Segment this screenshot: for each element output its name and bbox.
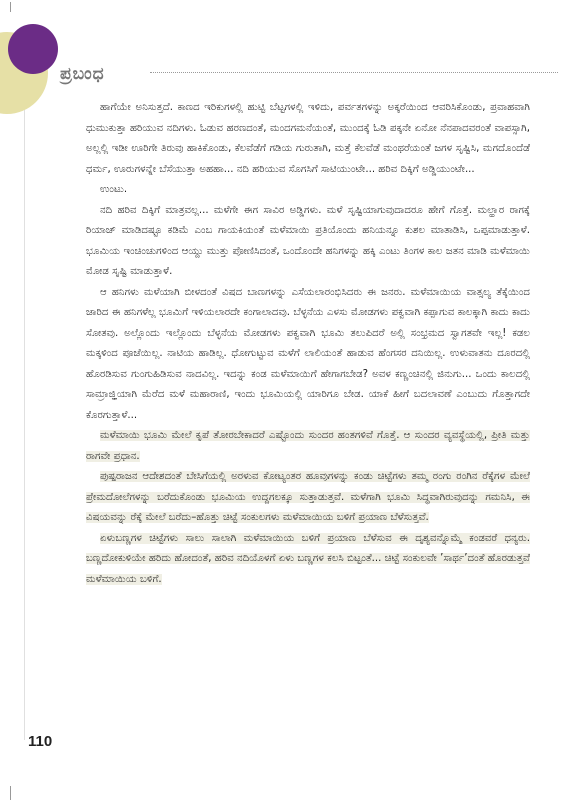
header-dotted-rule	[150, 72, 558, 73]
paragraph-4	[86, 283, 530, 427]
paragraph-text: ಹಾಗೆಯೇ ಅನಿಸುತ್ತದೆ. ಕಾಣದ ಇರಿಕುಗಳಲ್ಲಿ ಹುಟ್ಟಿ ಬೆಟ್ಟಗಳಲ್ಲಿ ಇಳಿದು, ಪರ್ವತಗಳನ್ನು ಅಕ್ಕರೆಯಿಂದ ಆವರಿಸಿಕೊಂಡು, ಪ್ರವಾಹವಾಗಿ ಧುಮುಕುತ್ತಾ ಹರಿಯುವ ನದಿಗಳು. ಓಡುವ ಹರಣದಂತೆ, ಮಂದಗಮನೆಯಂತೆ, ಮುಂದಕ್ಕೆ ಓಡಿ ಪಕ್ಕನೇ ಏನೋ ನೆನಪಾದವರಂತೆ ವಾಪಸ್ಸಾಗಿ, ಅಲ್ಲಲ್ಲಿ ಇಡೀ ಊರಿಗೇ ತಿರುವು ಹಾಕಿಕೊಂಡು, ಕೆಲವೆಡೆಗೆ ಗಡಿಯ ಗುರುತಾಗಿ, ಮತ್ತೆ ಕೆಲವೆಡೆ ಮಂಥರೆಯಂತೆ ಜಗಳ ಸೃಷ್ಟಿಸಿ, ಮಗದೊಂದೆಡೆ ಧರ್ಮ, ಊರುಗಳನ್ನೇ ಬೆಸೆಯುತ್ತಾ ಅಹಹಾ... ನದಿ ಹರಿಯುವ ಸೊಗಸಿಗೆ ಸಾಟಿಯುಂಟೇ... ಹರಿವ ದಿಕ್ಕಿಗೆ ಅಡ್ಡಿಯುಂಟೇ...	[86, 102, 530, 175]
page-number: 110	[28, 733, 53, 750]
paragraph-5	[86, 426, 530, 467]
paragraph-1	[86, 98, 530, 180]
paragraph-text: ನದಿ ಹರಿವ ದಿಕ್ಕಿಗೆ ಮಾತ್ರವಲ್ಲ... ಮಳೆಗೇ ಈಗ ಸಾವಿರ ಅಡ್ಡಿಗಳು. ಮಳೆ ಸೃಷ್ಟಿಯಾಗುವುದಾದರೂ ಹೇಗೆ ಗೊತ್ತೆ. ಮಲ್ಹಾರ ರಾಗಕ್ಕೆ ರಿಯಾಜ್ ಮಾಡಿದಷ್ಟೂ ಕಡಿಮೆ ಎಂಬ ಗಾಯಕಿಯಂತೆ ಮಳೆಮಾಯಿ ಪ್ರತಿಯೊಂದು ಹನಿಯನ್ನೂ ಕುಶಲ ಮಾತಾಡಿಸಿ, ಒಪ್ಪಮಾಡುತ್ತಾಳೆ. ಭೂಮಿಯ ಇಂಚಿಂಚುಗಳಿಂದ ಆಯ್ದು ಮುತ್ತು ಪೋಣಿಸಿದಂತೆ, ಒಂದೊಂದೇ ಹನಿಗಳನ್ನು ಹಕ್ಕಿ ಎಂಟು ತಿಂಗಳ ಕಾಲ ಜತನ ಮಾಡಿ ಮಳೆಮಾಯಿ ಮೋಡ ಸೃಷ್ಟಿ ಮಾಡುತ್ತಾಳೆ.	[86, 204, 530, 277]
paragraph-7	[86, 529, 530, 591]
crop-mark-top-left	[0, 2, 11, 12]
paragraph-text: ಉಂಟು.	[100, 184, 128, 195]
paragraph-text: ಮಳೆಮಾಯಿ ಭೂಮಿ ಮೇಲೆ ಕೃಪೆ ತೋರಬೇಕಾದರೆ ಎಷ್ಟೊಂದು ಸುಂದರ ಹಂತಗಳಿವೆ ಗೊತ್ತೆ. ಆ ಸುಂದರ ವ್ಯವಸ್ಥೆಯಲ್ಲಿ, ಪ್ರೀತಿ ಮತ್ತು ರಾಗವೇ ಪ್ರಧಾನ.	[86, 430, 530, 462]
decorative-circle-purple	[8, 24, 58, 74]
article-body	[86, 98, 530, 590]
section-title: ಪ್ರಬಂಧ	[60, 64, 105, 84]
paragraph-text: ಆ ಹನಿಗಳು ಮಳೆಯಾಗಿ ಬೀಳದಂತೆ ವಿಷದ ಬಾಣಗಳನ್ನು ಎಸೆಯಲಾರಂಭಿಸಿದರು ಈ ಜನರು. ಮಳೆಮಾಯಿಯ ವಾತ್ಸಲ್ಯ ತೆಕ್ಕೆಯಿಂದ ಜಾರಿದ ಈ ಹನಿಗಳೆಲ್ಲ ಭೂಮಿಗೆ ಇಳಿಯಲಾರದೇ ಕಂಗಾಲಾದವು. ಬೆಳ್ಳನೆಯ ಎಳಸು ಮೋಡಗಳು ಪಕ್ವವಾಗಿ ಕಪ್ಪಾಗುವ ಕಾಲಕ್ಕಾಗಿ ಕಾದು ಕಾದು ಸೋತವು. ಅಲ್ಲೊಂದು ಇಲ್ಲೊಂದು ಬೆಳ್ಳನೆಯ ಮೋಡಗಳು ಪಕ್ವವಾಗಿ ಭೂಮಿ ತಲುಪಿದರೆ ಅಲ್ಲಿ ಸಂಭ್ರಮದ ಸ್ವಾಗತವೇ ಇಲ್ಲ! ಕಡಲ ಮಕ್ಕಳಿಂದ ಪೂಜೆಯಿಲ್ಲ. ನಾಟಿಯ ಹಾಡಿಲ್ಲ. ಧೋಗುಟ್ಟುವ ಮಳೆಗೆ ಲಾಲಿಯಂತೆ ಹಾಡುವ ಹೆಂಗಸರ ದನಿಯಿಲ್ಲ. ಉಳುವಾತನು ದೂರದಲ್ಲಿ ಹೊರಡಿಸುವ ಗುಂಗುಹಿಡಿಸುವ ನಾದವಿಲ್ಲ. ಇದನ್ನು ಕಂಡ ಮಳೆಮಾಯಿಗೆ ಹೇಗಾಗಬೇಡ? ಅವಳ ಕಣ್ಣಂಚಿನಲ್ಲಿ ಜಿನುಗು... ಒಂದು ಕಾಲದಲ್ಲಿ ಸಾಮ್ರಾಜ್ಞಿಯಾಗಿ ಮೆರೆದ ಮಳೆ ಮಹಾರಾಣಿ, ಇಂದು ಭೂಮಿಯಲ್ಲಿ ಯಾರಿಗೂ ಬೇಡ. ಯಾಕೆ ಹೀಗೆ ಬದಲಾವಣೆ ಎಂಬುದು ಗೊತ್ತಾಗದೇ ಕೊರಗುತ್ತಾಳೆ...	[86, 286, 530, 421]
left-margin-rule	[24, 110, 25, 740]
paragraph-text: ಏಳುಬಣ್ಣಗಳ ಚಿಟ್ಟೆಗಳು ಸಾಲು ಸಾಲಾಗಿ ಮಳೆಮಾಯಿಯ ಬಳಿಗೆ ಪ್ರಯಾಣ ಬೆಳೆಸುವ ಈ ದೃಶ್ಯವನ್ನೊಮ್ಮೆ ಕಂಡವರೆ ಧನ್ಯರು. ಬಣ್ಣದೋಕುಳಿಯೇ ಹರಿದು ಹೋದಂತೆ, ಹರಿವ ನದಿಯೊಳಗೆ ಏಳು ಬಣ್ಣಗಳ ಕಲಸಿ ಬಿಟ್ಟಂತೆ... ಚಿಟ್ಟೆ ಸಂಕುಲವೇ ’ಸಾರ್ಥ’ದಂತೆ ಹೊರಡುತ್ತವೆ ಮಳೆಮಾಯಿಯ ಬಳಿಗೆ.	[86, 532, 530, 585]
paragraph-2	[86, 180, 530, 201]
crop-mark-bottom-left	[0, 786, 11, 800]
paragraph-3	[86, 201, 530, 283]
paragraph-6	[86, 467, 530, 529]
paragraph-text: ಪುಷ್ಪರಾಜನ ಆದೇಶದಂತೆ ಬೇಸಿಗೆಯಲ್ಲಿ ಅರಳುವ ಕೋಟ್ಯಂತರ ಹೂವುಗಳನ್ನು ಕಂಡು ಚಿಟ್ಟೆಗಳು ತಮ್ಮ ರಂಗು ರಂಗಿನ ರೆಕ್ಕೆಗಳ ಮೇಲೆ ಪ್ರೇಮದೋಲೆಗಳನ್ನು ಬರೆದುಕೊಂಡು ಭೂಮಿಯ ಉದ್ದಗಲಕ್ಕೂ ಸುತ್ತಾಡುತ್ತವೆ. ಮಳೆಗಾಗಿ ಭೂಮಿ ಸಿದ್ಧವಾಗಿರುವುದನ್ನು ಗಮನಿಸಿ, ಈ ವಿಷಯವನ್ನು ರೆಕ್ಕೆ ಮೇಲೆ ಬರೆದು–ಹೊತ್ತು ಚಿಟ್ಟೆ ಸಂಕುಲಗಳು ಮಳೆಮಾಯಿಯ ಬಳಿಗೆ ಪ್ರಯಾಣ ಬೆಳೆಸುತ್ತವೆ.	[86, 471, 530, 523]
